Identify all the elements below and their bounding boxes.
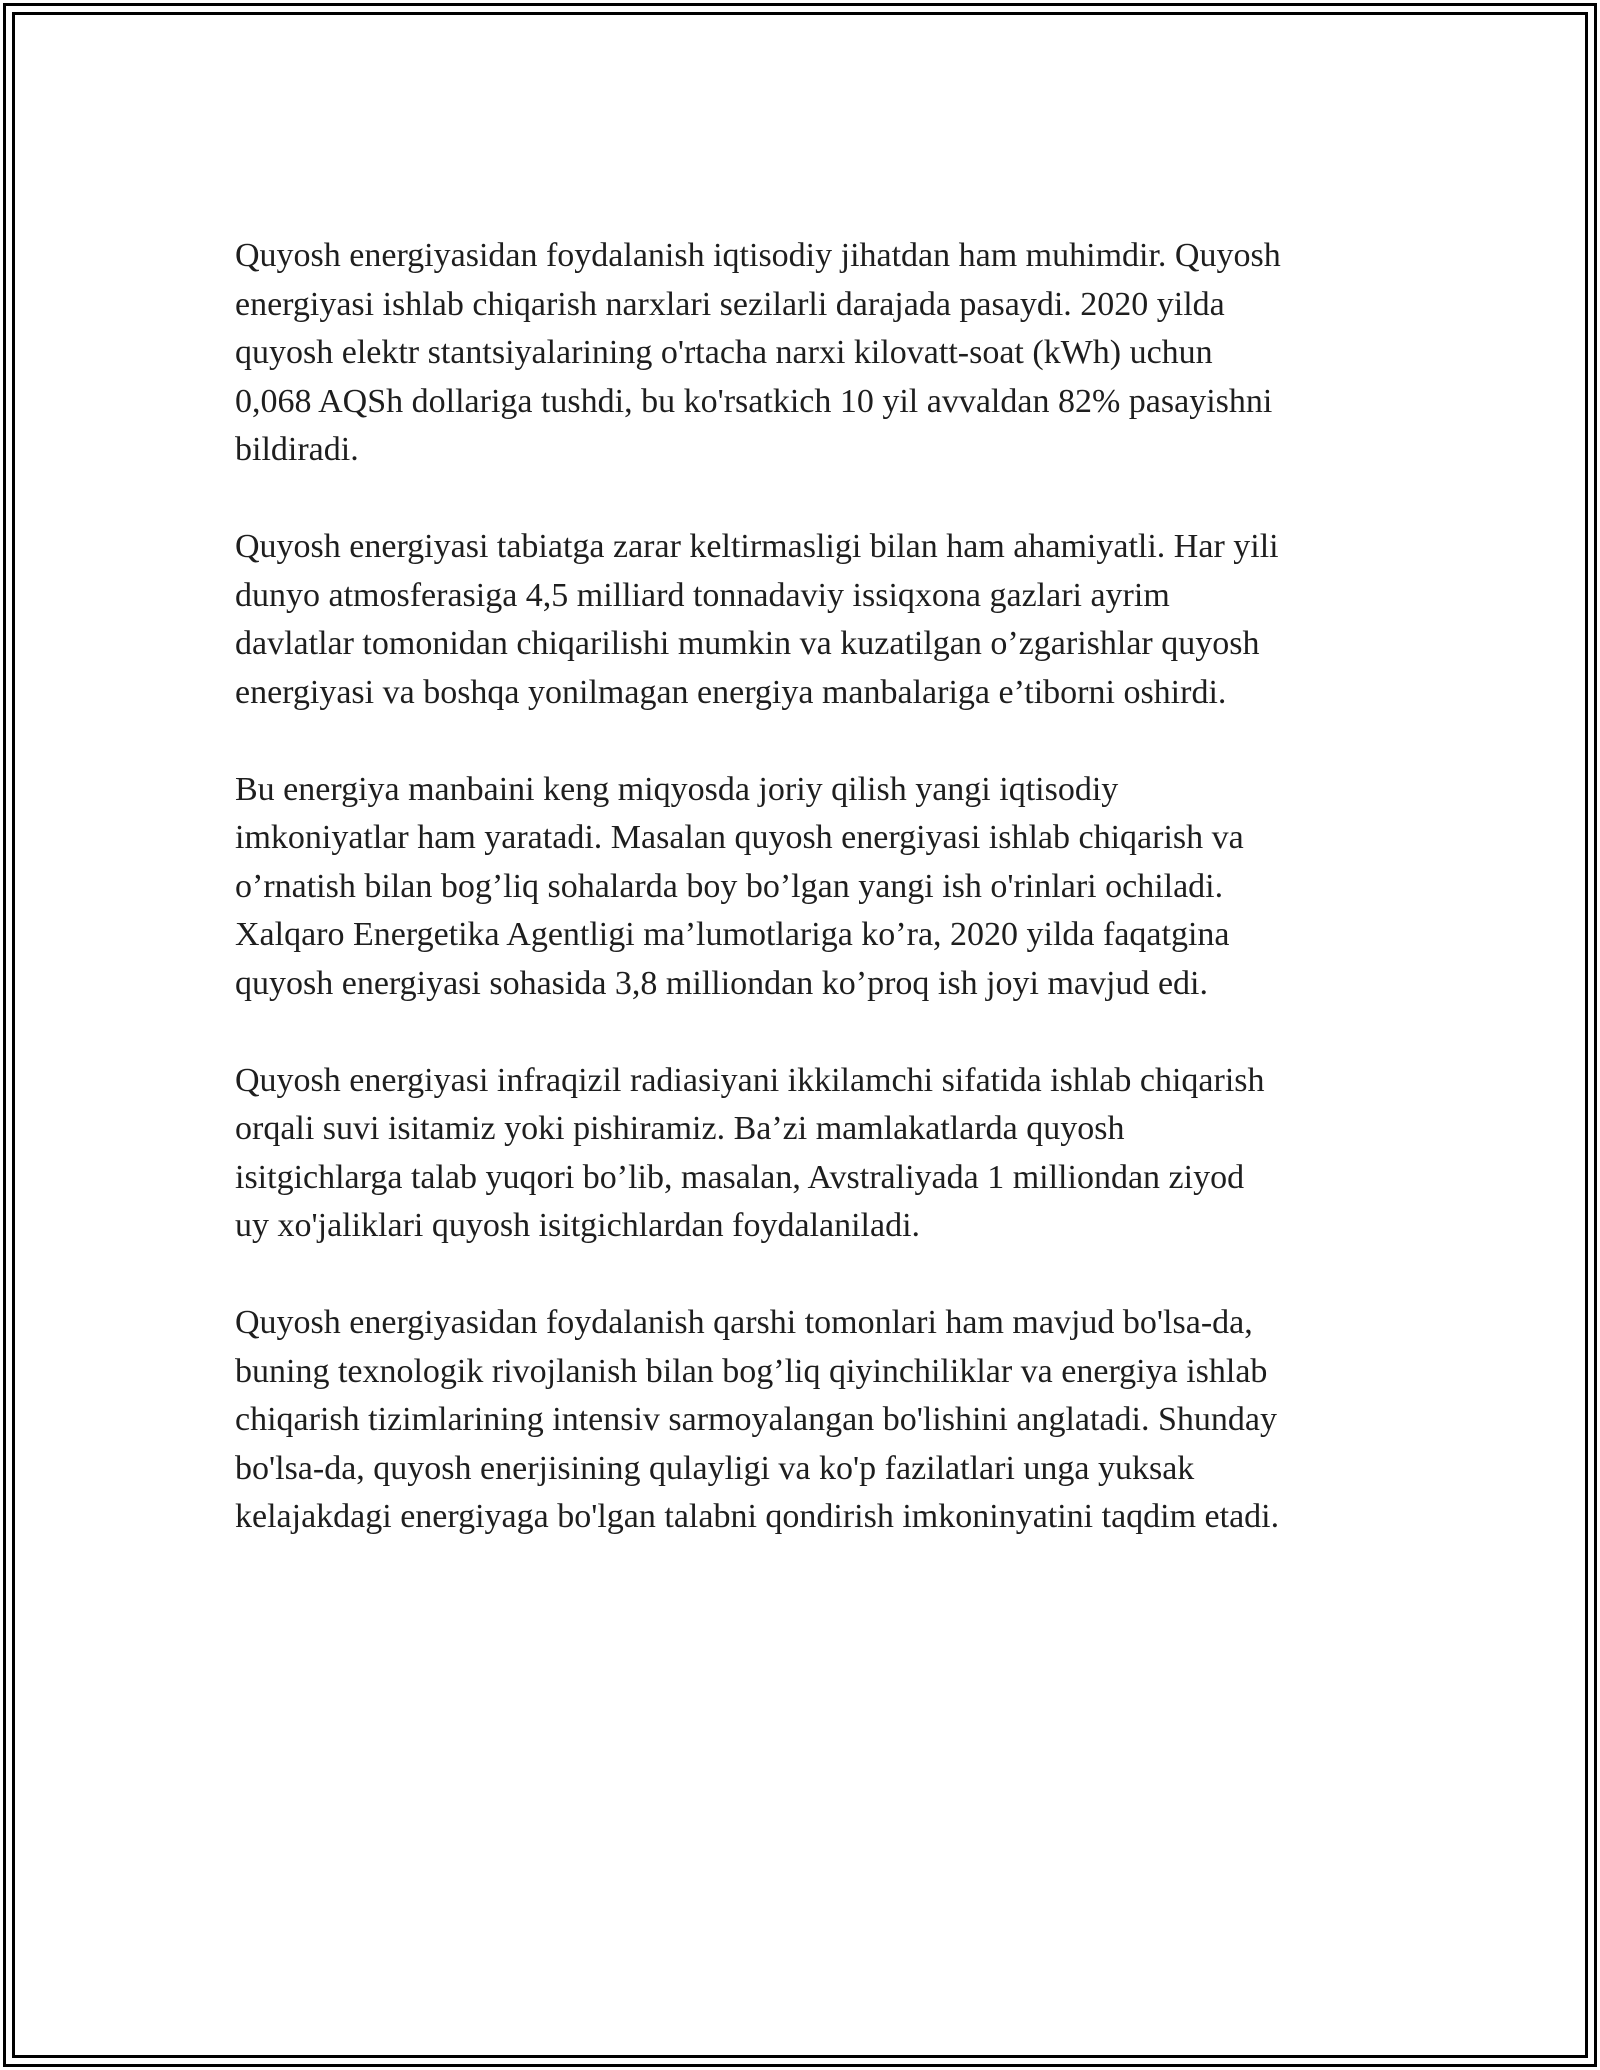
document-body <box>235 232 1375 1590</box>
paragraph-2: Quyosh energiyasi tabiatga zarar keltirmasligi bilan ham ahamiyatli. Har yili dunyo atmosferasiga 4,5 milliard tonnadaviy issiqxona gazlari ayrim davlatlar tomonidan chiqarilishi mumkin va kuzatilgan o’zgarishlar quyosh energiyasi va boshqa yonilmagan energiya manbalariga e’tiborni oshirdi. <box>235 528 1279 711</box>
paragraph-1: Quyosh energiyasidan foydalanish iqtisodiy jihatdan ham muhimdir. Quyosh energiyasi ishlab chiqarish narxlari sezilarli darajada pasaydi. 2020 yilda quyosh elektr stantsiyalarining o'rtacha narxi kilovatt-soat (kWh) uchun 0,068 AQSh dollariga tushdi, bu ko'rsatkich 10 yil avvaldan 82% pasayishni bildiradi. <box>235 237 1281 468</box>
paragraph-5: Quyosh energiyasidan foydalanish qarshi tomonlari ham mavjud bo'lsa-da, buning texnologik rivojlanish bilan bog’liq qiyinchiliklar va energiya ishlab chiqarish tizimlarining intensiv sarmoyalangan bo'lishini anglatadi. Shunday bo'lsa-da, quyosh enerjisining qulayligi va ko'p fazilatlari unga yuksak kelajakdagi energiyaga bo'lgan talabni qondirish imkoninyatini taqdim etadi. <box>235 1304 1280 1535</box>
paragraph-3: Bu energiya manbaini keng miqyosda joriy qilish yangi iqtisodiy imkoniyatlar ham yaratadi. Masalan quyosh energiyasi ishlab chiqarish va o’rnatish bilan bog’liq sohalarda boy bo’lgan yangi ish o'rinlari ochiladi. Xalqaro Energetika Agentligi ma’lumotlariga ko’ra, 2020 yilda faqatgina quyosh energiyasi sohasida 3,8 milliondan ko’proq ish joyi mavjud edi. <box>235 770 1244 1002</box>
paragraph-4: Quyosh energiyasi infraqizil radiasiyani ikkilamchi sifatida ishlab chiqarish orqali suvi isitamiz yoki pishiramiz. Ba’zi mamlakatlarda quyosh isitgichlarga talab yuqori bo’lib, masalan, Avstraliyada 1 milliondan ziyod uy xo'jaliklari quyosh isitgichlardan foydalaniladi. <box>235 1061 1265 1244</box>
